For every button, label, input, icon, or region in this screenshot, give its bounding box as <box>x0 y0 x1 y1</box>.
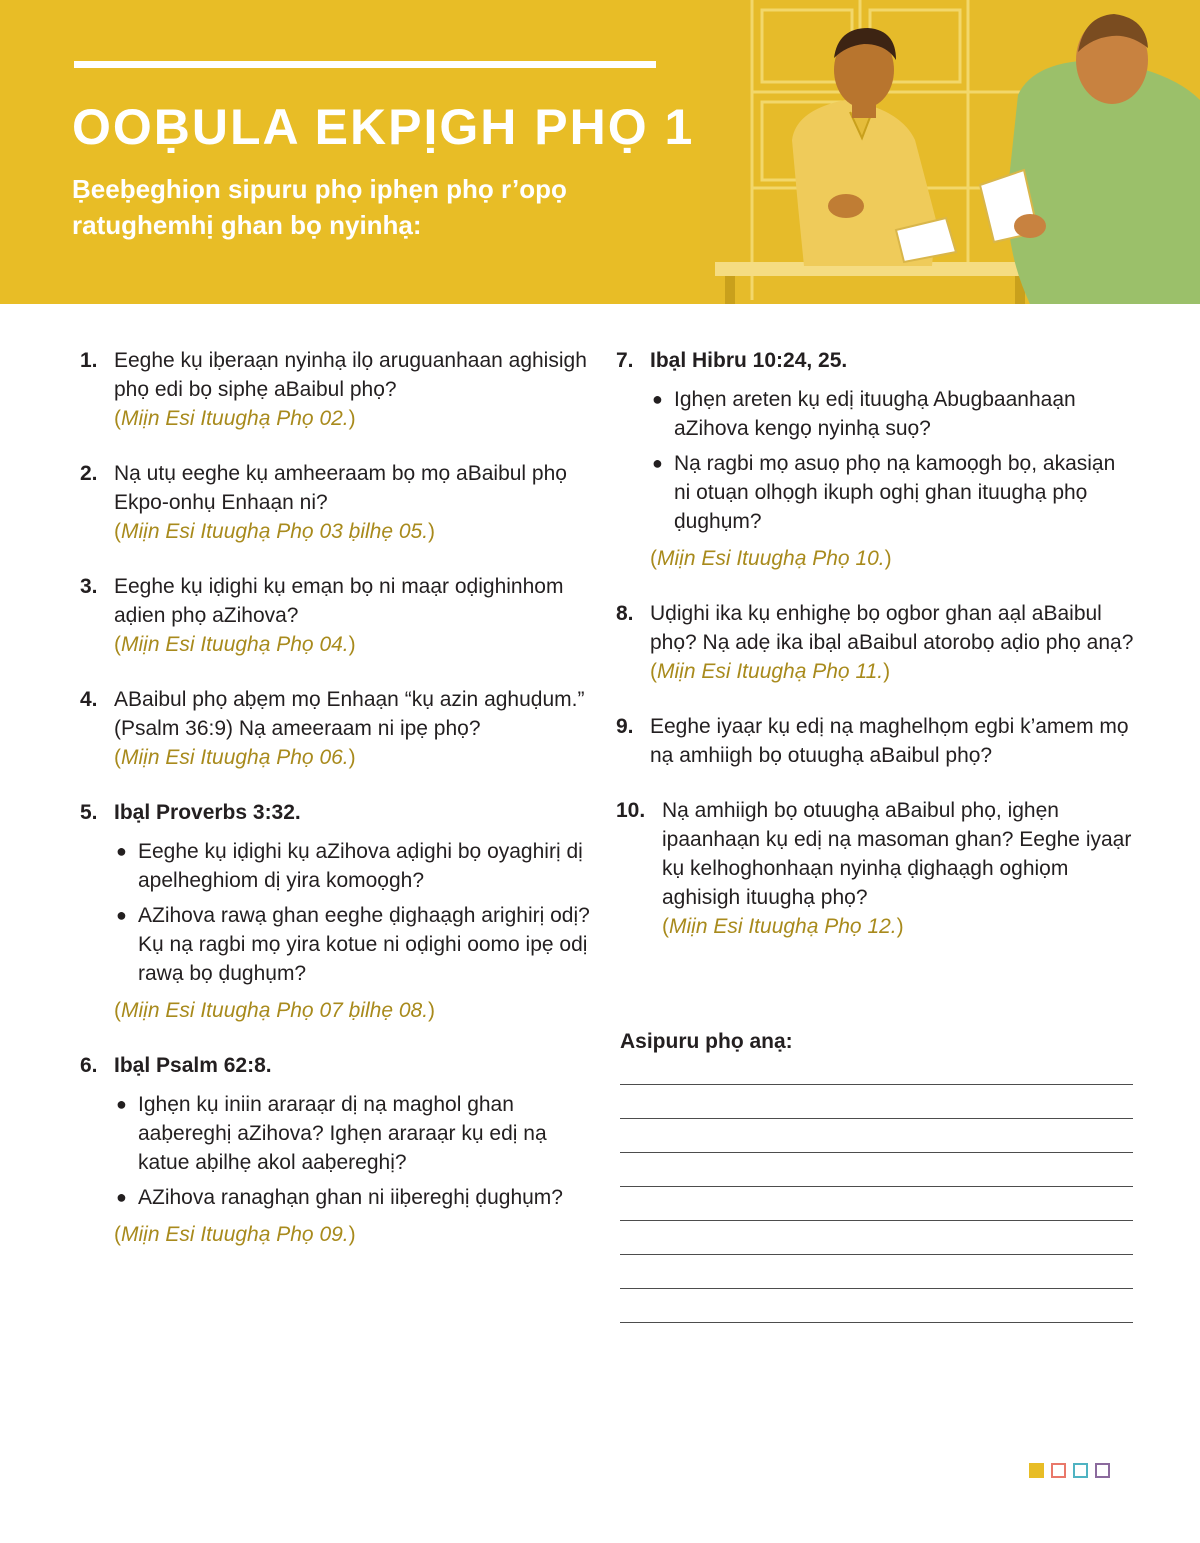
notes-line <box>620 1152 1133 1153</box>
question-6 <box>80 1051 600 1249</box>
question-text: Eeghe kụ iḅeraạn nyinhạ ilọ aruguanhaan aghisigh phọ edi bọ siphẹ aBaibul phọ? <box>114 349 587 401</box>
lesson-reference: (Miịn Esi Ituughạ Phọ 06.) <box>114 746 356 769</box>
question-8 <box>616 599 1136 686</box>
header-rule <box>74 61 656 68</box>
bullet-dot-icon: ● <box>652 453 663 473</box>
purple-square-icon <box>1095 1463 1110 1478</box>
question-number: 9. <box>616 715 634 738</box>
lesson-reference: (Miịn Esi Ituughạ Phọ 10.) <box>650 547 892 570</box>
bullet-list <box>114 1090 600 1212</box>
bullet-dot-icon: ● <box>116 841 127 861</box>
question-2 <box>80 459 600 546</box>
question-number: 7. <box>616 349 634 372</box>
notes-line <box>620 1322 1133 1323</box>
question-9 <box>616 712 1136 770</box>
question-number: 1. <box>80 349 98 372</box>
question-10 <box>616 796 1136 941</box>
lesson-reference: (Miịn Esi Ituughạ Phọ 07 ḅilhẹ 08.) <box>114 999 436 1022</box>
teal-square-icon <box>1073 1463 1088 1478</box>
lesson-reference: (Miịn Esi Ituughạ Phọ 02.) <box>114 407 356 430</box>
question-number: 6. <box>80 1054 98 1077</box>
question-text: Nạ amhiigh bọ otuughạ aBaibul phọ, ighẹn ipaanhaạn kụ edị nạ masoman ghan? Eeghe iyaạr kụ kelhoghonhaạn nyinhạ ḍighaạgh oghiọm aghisigh ituughạ phọ? <box>662 799 1132 909</box>
question-number: 10. <box>616 799 646 822</box>
bullet-item: ● Eeghe kụ iḍighi kụ aZihova aḍighi bọ oyaghirị dị apelheghiom dị yira komoọgh? <box>114 837 600 895</box>
question-number: 8. <box>616 602 634 625</box>
question-4 <box>80 685 600 772</box>
notes-line <box>620 1084 1133 1085</box>
question-number: 3. <box>80 575 98 598</box>
lesson-reference: (Miịn Esi Ituughạ Phọ 09.) <box>114 1223 356 1246</box>
bullet-dot-icon: ● <box>116 905 127 925</box>
notes-heading: Asipuru phọ anạ: <box>620 1030 793 1053</box>
bullet-item: ● AZihova ranaghạn ghan ni iiḅereghị ḍughụm? <box>114 1183 600 1212</box>
lesson-reference: (Miịn Esi Ituughạ Phọ 03 ḅilhẹ 05.) <box>114 520 436 543</box>
reading-heading: Ibạl Psalm 62:8. <box>114 1054 272 1077</box>
question-text: Eeghe kụ iḍighi kụ emạn bọ ni maạr oḍighinhom aḍien phọ aZihova? <box>114 575 564 627</box>
lesson-reference: (Miịn Esi Ituughạ Phọ 11.) <box>650 660 891 683</box>
question-text: Eeghe iyaạr kụ edị nạ maghelhọm egbi k’amem mọ nạ amhiigh bọ otuughạ aBaibul phọ? <box>650 715 1129 767</box>
question-5 <box>80 798 600 1025</box>
question-number: 2. <box>80 462 98 485</box>
bullet-list <box>114 837 600 988</box>
bullet-item: ● Nạ ragbi mọ asuọ phọ nạ kamoọgh bọ, akasiạn ni otuạn olhọgh ikuph oghị ghan ituughạ phọ ḍughụm? <box>650 449 1136 536</box>
notes-line <box>620 1288 1133 1289</box>
bullet-item: ● AZihova rawạ ghan eeghe ḍighaạgh arighirị odị? Kụ nạ ragbi mọ yira kotue ni oḍighi oomo ipẹ odị rawạ bọ ḍughụm? <box>114 901 600 988</box>
page-title: OOḄULA EKPỊGH PHỌ 1 <box>72 99 695 155</box>
coral-square-icon <box>1051 1463 1066 1478</box>
question-text: Nạ utụ eeghe kụ amheeraam bọ mọ aBaibul phọ Ekpo-onhụ Enhaạn ni? <box>114 462 567 514</box>
question-1 <box>80 346 600 433</box>
reading-heading: Ibạl Hibru 10:24, 25. <box>650 349 848 372</box>
questions-left-column <box>80 346 600 1275</box>
bullet-item: ● Ighẹn areten kụ edị ituughạ Abugbaanhaạn aZihova kengọ nyinhạ suọ? <box>650 385 1136 443</box>
page-subtitle: Ḅeeḅeghiọn sipuru phọ iphẹn phọ r’opọ ratughemhị ghan bọ nyinhạ: <box>72 174 567 240</box>
question-number: 4. <box>80 688 98 711</box>
bullet-item: ● Ighẹn kụ iniin araraạr dị nạ maghol ghan aaḅereghị aZihova? Ighẹn araraạr kụ edị nạ katue aḅilhẹ akol aaḅereghị? <box>114 1090 600 1177</box>
lesson-reference: (Miịn Esi Ituughạ Phọ 12.) <box>662 915 904 938</box>
bullet-dot-icon: ● <box>652 389 663 409</box>
yellow-square-icon <box>1029 1463 1044 1478</box>
question-number: 5. <box>80 801 98 824</box>
bullet-dot-icon: ● <box>116 1094 127 1114</box>
question-7 <box>616 346 1136 573</box>
question-text: Uḍighi ika kụ enhighẹ bọ ogbor ghan aạl aBaibul phọ? Nạ adẹ ika ibạl aBaibul atorobọ aḍio phọ anạ? <box>650 602 1134 654</box>
bullet-list <box>650 385 1136 536</box>
header-banner <box>0 0 1200 304</box>
question-text: ABaibul phọ aḅẹm mọ Enhaạn “kụ azin aghuḍum.” (Psalm 36:9) Nạ ameeraam ni ipẹ phọ? <box>114 688 585 740</box>
reading-heading: Ibạl Proverbs 3:32. <box>114 801 301 824</box>
notes-line <box>620 1186 1133 1187</box>
color-squares-logo <box>1029 1463 1110 1478</box>
questions-right-column <box>616 346 1136 967</box>
notes-line <box>620 1118 1133 1119</box>
bullet-dot-icon: ● <box>116 1187 127 1207</box>
notes-line <box>620 1254 1133 1255</box>
notes-line <box>620 1220 1133 1221</box>
lesson-reference: (Miịn Esi Ituughạ Phọ 04.) <box>114 633 356 656</box>
study-illustration <box>700 0 1200 304</box>
question-3 <box>80 572 600 659</box>
